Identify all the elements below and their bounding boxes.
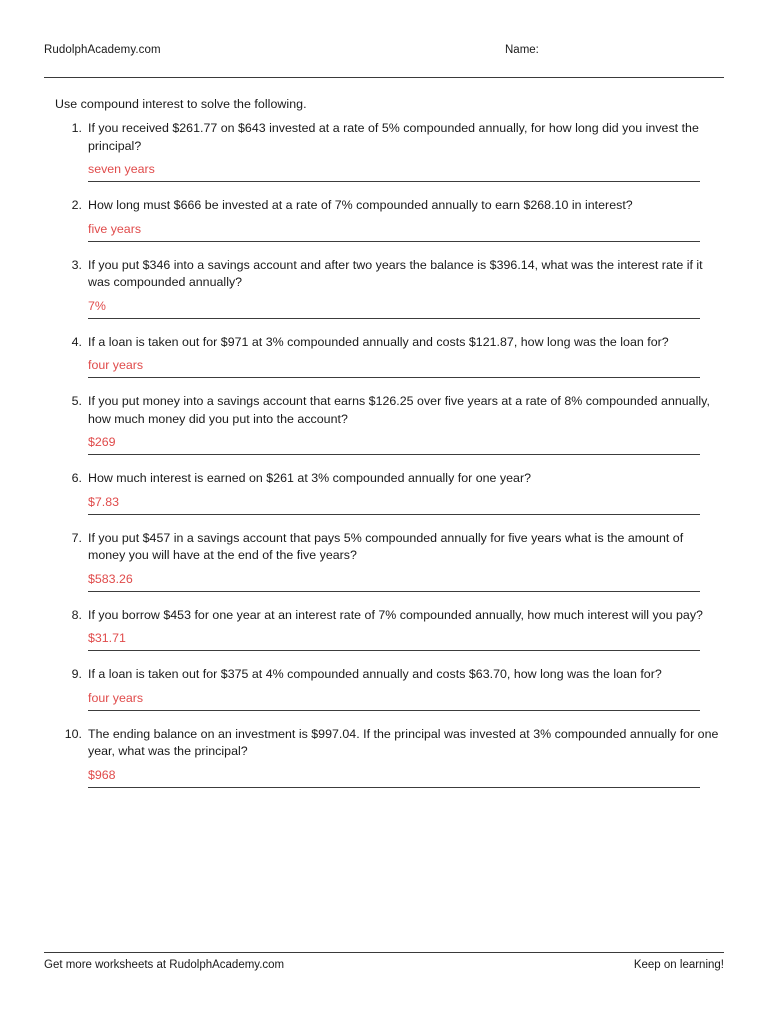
question-row — [0, 334, 768, 352]
question-text: If you received $261.77 on $643 invested at a rate of 5% compounded annually, for how long did you invest the principal? — [88, 121, 699, 153]
question-number: 5. — [71, 394, 82, 408]
question-row — [0, 197, 768, 215]
questions-list — [0, 120, 768, 791]
answer-field[interactable] — [88, 624, 700, 654]
answer-line — [88, 318, 700, 319]
question-row — [0, 120, 768, 155]
answer-field[interactable] — [88, 215, 700, 245]
footer-left-text: Get more worksheets at RudolphAcademy.com — [44, 959, 285, 971]
question-number: 7. — [71, 530, 82, 545]
question-row — [0, 393, 768, 428]
question-row — [0, 530, 768, 565]
answer-line — [88, 710, 700, 711]
answer-text[interactable]: $269 — [88, 435, 116, 449]
answer-line — [88, 514, 700, 515]
question-text: If you borrow $453 for one year at an interest rate of 7% compounded annually, how much interest will you pay? — [88, 607, 703, 622]
answer-line — [88, 181, 700, 182]
question-item — [0, 120, 768, 185]
answer-text[interactable]: four years — [88, 358, 144, 372]
question-text: How much interest is earned on $261 at 3% compounded annually for one year? — [88, 471, 532, 485]
name-label: Name: — [505, 44, 539, 56]
answer-line — [88, 650, 700, 651]
worksheet-header — [44, 44, 724, 74]
question-text: If a loan is taken out for $375 at 4% compounded annually and costs $63.70, how long was the loan for? — [88, 667, 662, 681]
question-text: If a loan is taken out for $971 at 3% compounded annually and costs $121.87, how long was the loan for? — [88, 334, 669, 349]
question-item — [0, 726, 768, 791]
answer-text[interactable]: $7.83 — [88, 494, 120, 509]
question-text: The ending balance on an investment is $997.04. If the principal was invested at 3% compounded annually for one year, what was the principal? — [88, 726, 719, 758]
answer-text[interactable]: four years — [88, 690, 144, 705]
answer-field[interactable] — [88, 292, 700, 322]
question-item — [0, 334, 768, 382]
question-text: If you put $457 in a savings account that pays 5% compounded annually for five years what is the amount of money you will have at the end of the five years? — [88, 530, 684, 562]
question-number: 3. — [71, 257, 82, 272]
question-item — [0, 257, 768, 322]
question-number: 6. — [71, 471, 82, 485]
question-row — [0, 666, 768, 684]
answer-text[interactable]: $31.71 — [88, 631, 126, 645]
answer-line — [88, 241, 700, 242]
question-item — [0, 393, 768, 458]
answer-text[interactable]: 7% — [88, 298, 106, 313]
answer-text[interactable]: $968 — [88, 767, 116, 782]
question-item — [0, 197, 768, 245]
answer-field[interactable] — [88, 488, 700, 518]
question-row — [0, 257, 768, 292]
answer-line — [88, 787, 700, 788]
answer-line — [88, 377, 700, 378]
question-item — [0, 607, 768, 655]
answer-field[interactable] — [88, 155, 700, 185]
question-number: 2. — [71, 198, 82, 212]
instruction-text: Use compound interest to solve the following. — [55, 97, 307, 111]
question-row — [0, 470, 768, 488]
question-number: 10. — [64, 726, 82, 741]
answer-line — [88, 454, 700, 455]
worksheet-footer — [44, 959, 724, 979]
question-number: 1. — [71, 121, 82, 135]
answer-line — [88, 591, 700, 592]
answer-text[interactable]: seven years — [88, 162, 155, 176]
answer-text[interactable]: five years — [88, 221, 142, 236]
site-name: RudolphAcademy.com — [44, 44, 161, 56]
question-number: 4. — [71, 334, 82, 349]
answer-field[interactable] — [88, 761, 700, 791]
question-text: How long must $666 be invested at a rate of 7% compounded annually to earn $268.10 in interest? — [88, 198, 633, 212]
question-row — [0, 607, 768, 625]
question-text: If you put $346 into a savings account and after two years the balance is $396.14, what was the interest rate if it was compounded annually? — [88, 257, 703, 289]
question-number: 9. — [71, 667, 82, 681]
question-row — [0, 726, 768, 761]
footer-divider — [44, 952, 724, 953]
answer-text[interactable]: $583.26 — [88, 571, 133, 586]
header-divider — [44, 77, 724, 78]
answer-field[interactable] — [88, 351, 700, 381]
question-item — [0, 666, 768, 714]
answer-field[interactable] — [88, 565, 700, 595]
footer-right-text: Keep on learning! — [633, 959, 724, 971]
question-item — [0, 470, 768, 518]
answer-field[interactable] — [88, 428, 700, 458]
answer-field[interactable] — [88, 684, 700, 714]
question-item — [0, 530, 768, 595]
question-text: If you put money into a savings account that earns $126.25 over five years at a rate of 8% compounded annually, how much money did you put into the account? — [88, 394, 710, 426]
question-number: 8. — [71, 607, 82, 622]
